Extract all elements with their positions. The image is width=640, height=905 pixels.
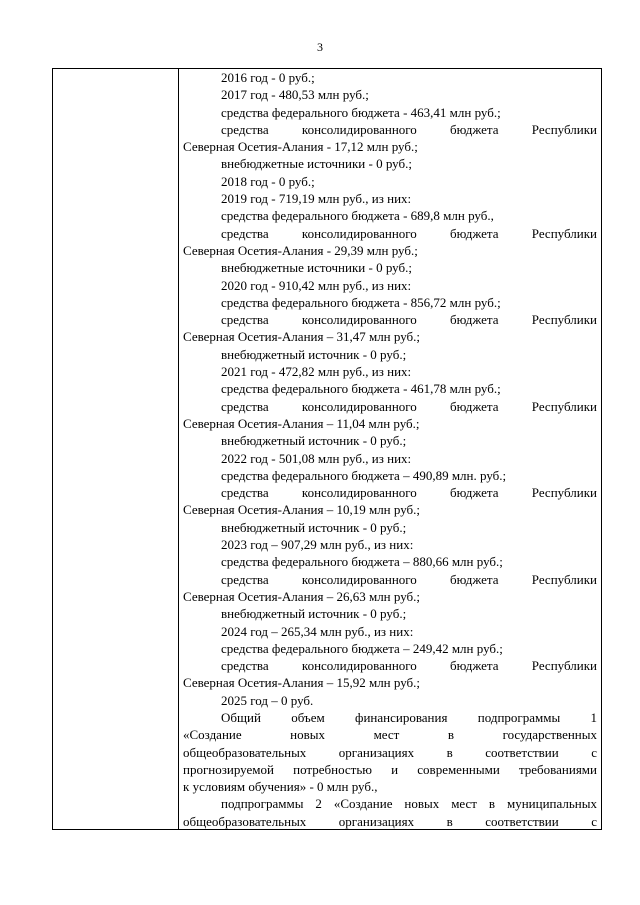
text-line: Северная Осетия-Алания – 11,04 млн руб.; bbox=[183, 415, 420, 431]
text-line: средства консолидированного бюджета Республики bbox=[221, 398, 597, 414]
text-line: средства консолидированного бюджета Республики bbox=[221, 225, 597, 241]
text-line: внебюджетный источник - 0 руб.; bbox=[221, 433, 407, 449]
text-line: 2024 год – 265,34 млн руб., из них: bbox=[221, 623, 414, 639]
text-line: средства федерального бюджета - 461,78 млн руб.; bbox=[221, 381, 501, 397]
text-line: 2023 год – 907,29 млн руб., из них: bbox=[221, 537, 414, 553]
text-line: «Создание новых мест в государственных bbox=[183, 727, 597, 743]
text-line: средства консолидированного бюджета Республики bbox=[221, 571, 597, 587]
text-line: средства консолидированного бюджета Республики bbox=[221, 658, 597, 674]
text-line: средства федерального бюджета – 880,66 млн руб.; bbox=[221, 554, 503, 570]
page-number: 3 bbox=[317, 40, 323, 54]
text-line: 2021 год - 472,82 млн руб., из них: bbox=[221, 364, 412, 380]
text-line: Северная Осетия-Алания – 31,47 млн руб.; bbox=[183, 329, 421, 345]
text-line: внебюджетный источник - 0 руб.; bbox=[221, 519, 407, 535]
text-line: средства федерального бюджета - 463,41 млн руб.; bbox=[221, 104, 501, 120]
text-line: Северная Осетия-Алания - 29,39 млн руб.; bbox=[183, 242, 418, 258]
text-line: Общий объем финансирования подпрограммы 1 bbox=[221, 709, 597, 725]
text-line: средства федерального бюджета – 249,42 млн руб.; bbox=[221, 640, 503, 656]
text-line: 2020 год - 910,42 млн руб., из них: bbox=[221, 277, 412, 293]
text-line: прогнозируемой потребностью и современными требованиями bbox=[183, 761, 597, 777]
text-line: общеобразовательных организациях в соответствии с bbox=[183, 813, 597, 829]
document-table bbox=[52, 68, 602, 830]
text-line: Северная Осетия-Алания - 17,12 млн руб.; bbox=[183, 139, 418, 155]
text-line: средства федерального бюджета – 490,89 млн. руб.; bbox=[221, 467, 507, 483]
text-line: внебюджетный источник - 0 руб.; bbox=[221, 606, 407, 622]
text-line: 2022 год - 501,08 млн руб., из них: bbox=[221, 450, 412, 466]
text-line: 2017 год - 480,53 млн руб.; bbox=[221, 87, 369, 103]
text-line: средства консолидированного бюджета Республики bbox=[221, 121, 597, 137]
text-line: Северная Осетия-Алания – 10,19 млн руб.; bbox=[183, 502, 421, 518]
text-line: средства федерального бюджета - 689,8 млн руб., bbox=[221, 208, 494, 224]
text-line: 2016 год - 0 руб.; bbox=[221, 70, 315, 85]
text-line: 2025 год – 0 руб. bbox=[221, 692, 314, 708]
text-line: средства федерального бюджета - 856,72 млн руб.; bbox=[221, 294, 501, 310]
text-line: общеобразовательных организациях в соответствии с bbox=[183, 744, 597, 760]
text-line: средства консолидированного бюджета Республики bbox=[221, 485, 597, 501]
text-line: внебюджетные источники - 0 руб.; bbox=[221, 260, 412, 276]
text-line: внебюджетные источники - 0 руб.; bbox=[221, 156, 412, 172]
text-line: Северная Осетия-Алания – 26,63 млн руб.; bbox=[183, 588, 421, 604]
text-line: средства консолидированного бюджета Республики bbox=[221, 312, 597, 328]
text-line: к условиям обучения» - 0 млн руб., bbox=[183, 779, 378, 795]
financing-text-cell bbox=[183, 69, 597, 830]
text-line: внебюджетный источник - 0 руб.; bbox=[221, 346, 407, 362]
column-divider bbox=[178, 69, 179, 829]
text-line: 2018 год - 0 руб.; bbox=[221, 173, 315, 189]
text-line: 2019 год - 719,19 млн руб., из них: bbox=[221, 191, 412, 207]
text-line: подпрограммы 2 «Создание новых мест в муниципальных bbox=[221, 796, 597, 812]
text-line: Северная Осетия-Алания – 15,92 млн руб.; bbox=[183, 675, 421, 691]
